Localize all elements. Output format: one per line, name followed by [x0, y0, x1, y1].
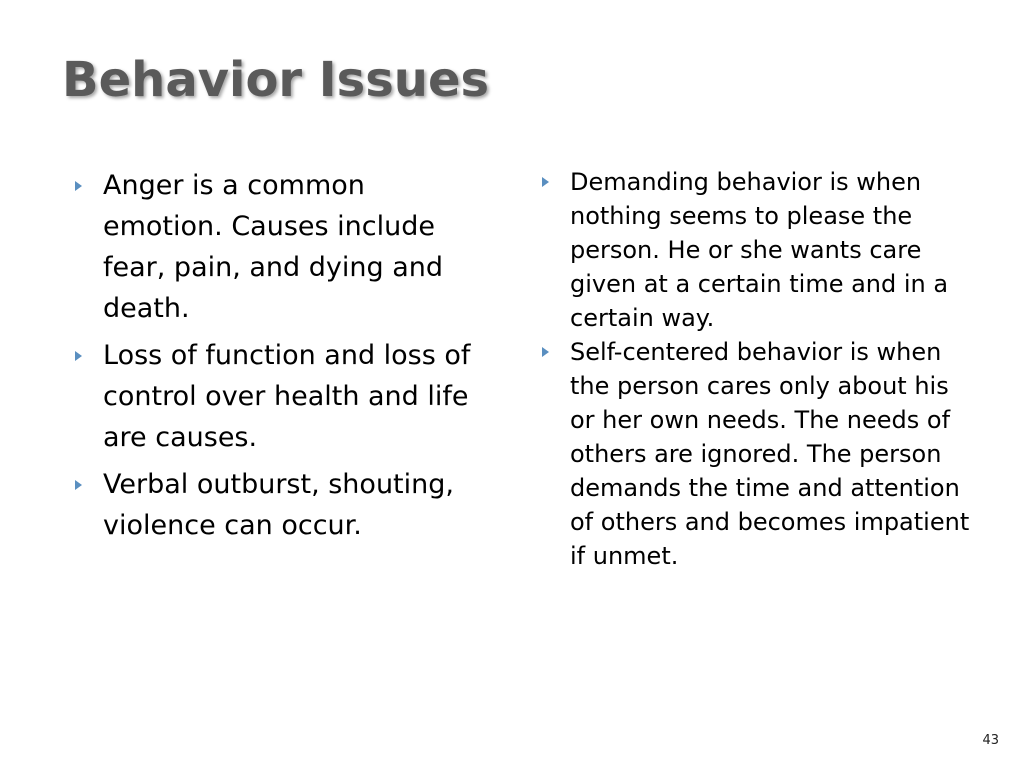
bullet-item	[73, 165, 483, 329]
triangle-right-icon	[542, 177, 549, 187]
triangle-right-icon	[75, 351, 82, 361]
slide-title: Behavior Issues	[62, 52, 490, 108]
bullet-item	[73, 335, 483, 458]
triangle-right-icon	[75, 181, 82, 191]
triangle-right-icon	[542, 347, 549, 357]
bullet-item	[540, 165, 980, 335]
bullet-text: Demanding behavior is when nothing seems to please the person. He or she wants care given at a certain time and in a certain way.	[570, 168, 949, 332]
page-number: 43	[982, 733, 999, 748]
left-bullet-list	[73, 165, 483, 552]
bullet-text: Loss of function and loss of control over health and life are causes.	[103, 340, 471, 453]
bullet-text: Self-centered behavior is when the person cares only about his or her own needs. The needs of others are ignored. The person demands the time and attention of others and becomes impatient if unmet.	[570, 338, 970, 570]
right-bullet-list	[540, 165, 980, 573]
bullet-item	[540, 335, 980, 573]
bullet-item	[73, 464, 483, 546]
bullet-text: Verbal outburst, shouting, violence can occur.	[103, 469, 454, 541]
triangle-right-icon	[75, 480, 82, 490]
bullet-text: Anger is a common emotion. Causes include fear, pain, and dying and death.	[103, 170, 444, 324]
